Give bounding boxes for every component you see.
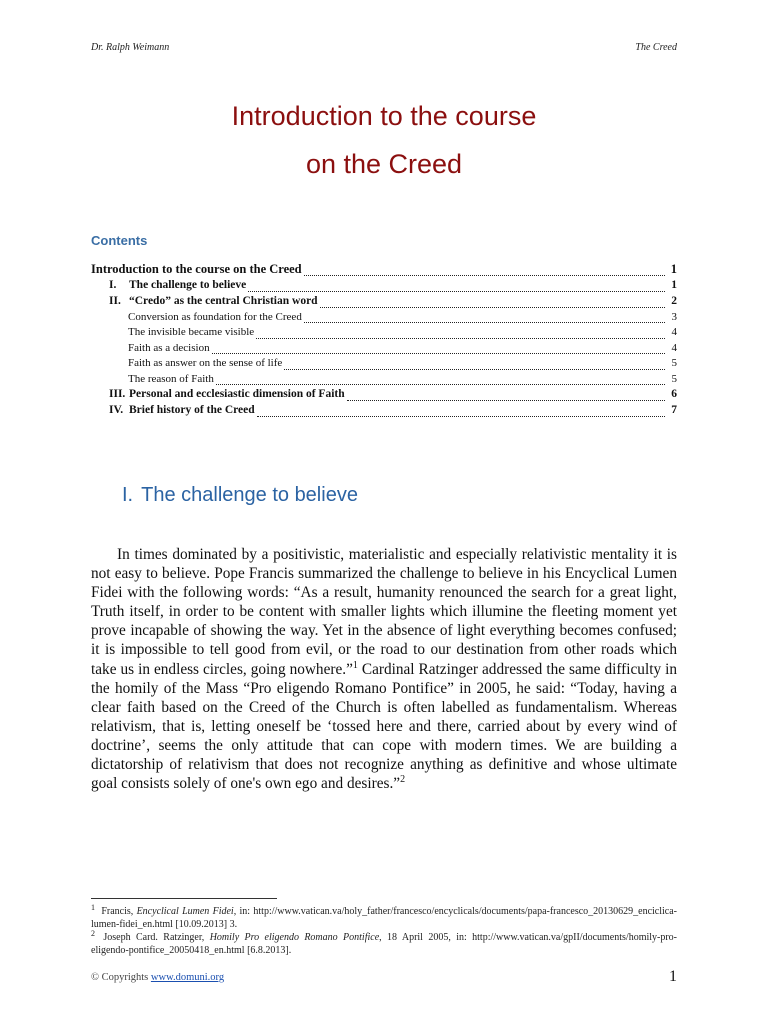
footnote-mark: 1 [91,902,95,912]
toc-entry-label: Conversion as foundation for the Creed [128,311,302,323]
toc-entry-label: Faith as a decision [128,341,210,354]
domuni-link[interactable]: www.domuni.org [150,972,225,983]
footnote-author: Joseph Card. Ratzinger, [103,932,205,943]
footnote [91,902,678,931]
toc-entry-number: III. [109,387,126,400]
section-number: I. [122,484,134,506]
toc-entry-page: 7 [671,403,677,416]
section-title: The challenge to believe [141,484,358,506]
toc-entry-label: “Credo” as the central Christian word [129,295,318,307]
body-text-part-1: In times dominated by a positivistic, materialistic and especially relativistic mentality it is not easy to believe. Pope Francis summarized the challenge to believe in his Encyclical Lumen Fidei with the following words: “As a result, humanity renounced the search for a great light, Truth itself, in order to be content with smaller lights which illumine the fleeting moment yet prove incapable of showing the way. Yet in the absence of light everything becomes confused; it is impossible to tell good from evil, or the road to our destination from other roads which take us in endless circles, going nowhere.” [91,546,677,678]
toc-entry[interactable] [91,357,677,372]
toc-entry-label: The invisible became visible [128,326,255,339]
header-doc-title: The Creed [635,42,677,53]
toc-entry-label: The reason of Faith [128,372,214,385]
toc-entry-page: 5 [671,357,677,370]
toc-entry-number: I. [109,279,117,291]
page-header [91,42,677,58]
toc-entry-page: 2 [671,295,677,307]
toc-entry-label: Faith as answer on the sense of life [128,357,283,370]
toc-leader [284,369,665,370]
footnote-author: Francis, [101,906,134,917]
toc-leader [304,322,665,323]
page-number: 1 [669,968,677,985]
toc-entry[interactable] [91,373,677,388]
toc-entry-number: II. [109,295,121,307]
footnote-rest: , in: http://www.vatican.va/holy_father/francesco/encyclicals/documents/papa-francesco_20130629_enciclica-lumen-fidei_en.html [10.09.2013] 3. [91,906,678,930]
toc-entry-label: Personal and ecclesiastic dimension of Faith [129,387,345,400]
body-paragraph [91,545,677,793]
toc-entry[interactable] [91,295,677,311]
toc-entry-page: 1 [671,279,677,291]
footnote [91,928,678,957]
header-author: Dr. Ralph Weimann [91,42,170,53]
footnote-work: Encyclical Lumen Fidei [136,906,234,917]
toc-entry[interactable] [91,388,677,404]
toc-leader [320,307,665,308]
toc-entry-page: 5 [671,372,677,385]
toc-entry[interactable] [91,311,677,326]
body-text-part-2: Cardinal Ratzinger addressed the same difficulty in the homily of the Mass “Pro eligendo Romano Pontifice” in 2005, he said: “Today, having a clear faith based on the Creed of the Church is often labelled as fundamentalism. Whereas relativism, that is, letting oneself be ‘tossed here and there, carried about by every wind of doctrine’, seems the only attitude that can cope with modern times. We are building a dictatorship of relativism that does not recognize anything as definitive and whose ultimate goal consists solely of one's own ego and desires.” [91,660,677,793]
toc-entry[interactable] [91,326,677,341]
footnote-reference[interactable]: 1 [352,659,358,671]
copyright-notice [91,972,224,983]
toc-entry-number: IV. [109,403,124,416]
toc-leader [256,338,665,339]
toc-entry-page: 3 [671,311,677,323]
contents-heading: Contents [91,233,148,248]
toc-entry-label: The challenge to believe [129,279,247,291]
toc-entry-page: 6 [671,387,677,400]
copyright-text: © Copyrights [91,972,149,983]
toc-leader [257,416,665,417]
table-of-contents [91,262,677,420]
footnote-mark: 2 [91,928,95,938]
toc-leader [347,400,665,401]
toc-entry-label: Introduction to the course on the Creed [91,262,302,276]
toc-leader [304,275,665,276]
page-footer [91,968,677,990]
toc-entry-page: 4 [671,326,677,339]
toc-leader [216,384,665,385]
footnote-rest: , 18 April 2005, in: http://www.vatican.va/gpII/documents/homily-pro-eligendo-pontifice_20050418_en.html [6.8.2013]. [91,932,678,956]
toc-entry-page: 4 [671,341,677,354]
footnotes [91,902,678,957]
toc-entry-page: 1 [670,262,677,276]
toc-entry[interactable] [91,404,677,420]
toc-leader [212,353,665,354]
toc-entry[interactable] [91,342,677,357]
footnote-separator [91,898,277,899]
toc-entry[interactable] [91,279,677,295]
document-title-line-1: Introduction to the course [231,101,537,131]
footnote-reference[interactable]: 2 [400,774,406,786]
toc-entry-label: Brief history of the Creed [129,403,255,416]
section-heading [122,484,358,507]
toc-leader [248,291,665,292]
footnote-work: Homily Pro eligendo Romano Pontifice [209,932,380,943]
document-title-line-2: on the Creed [305,149,463,179]
toc-entry[interactable] [91,262,677,279]
